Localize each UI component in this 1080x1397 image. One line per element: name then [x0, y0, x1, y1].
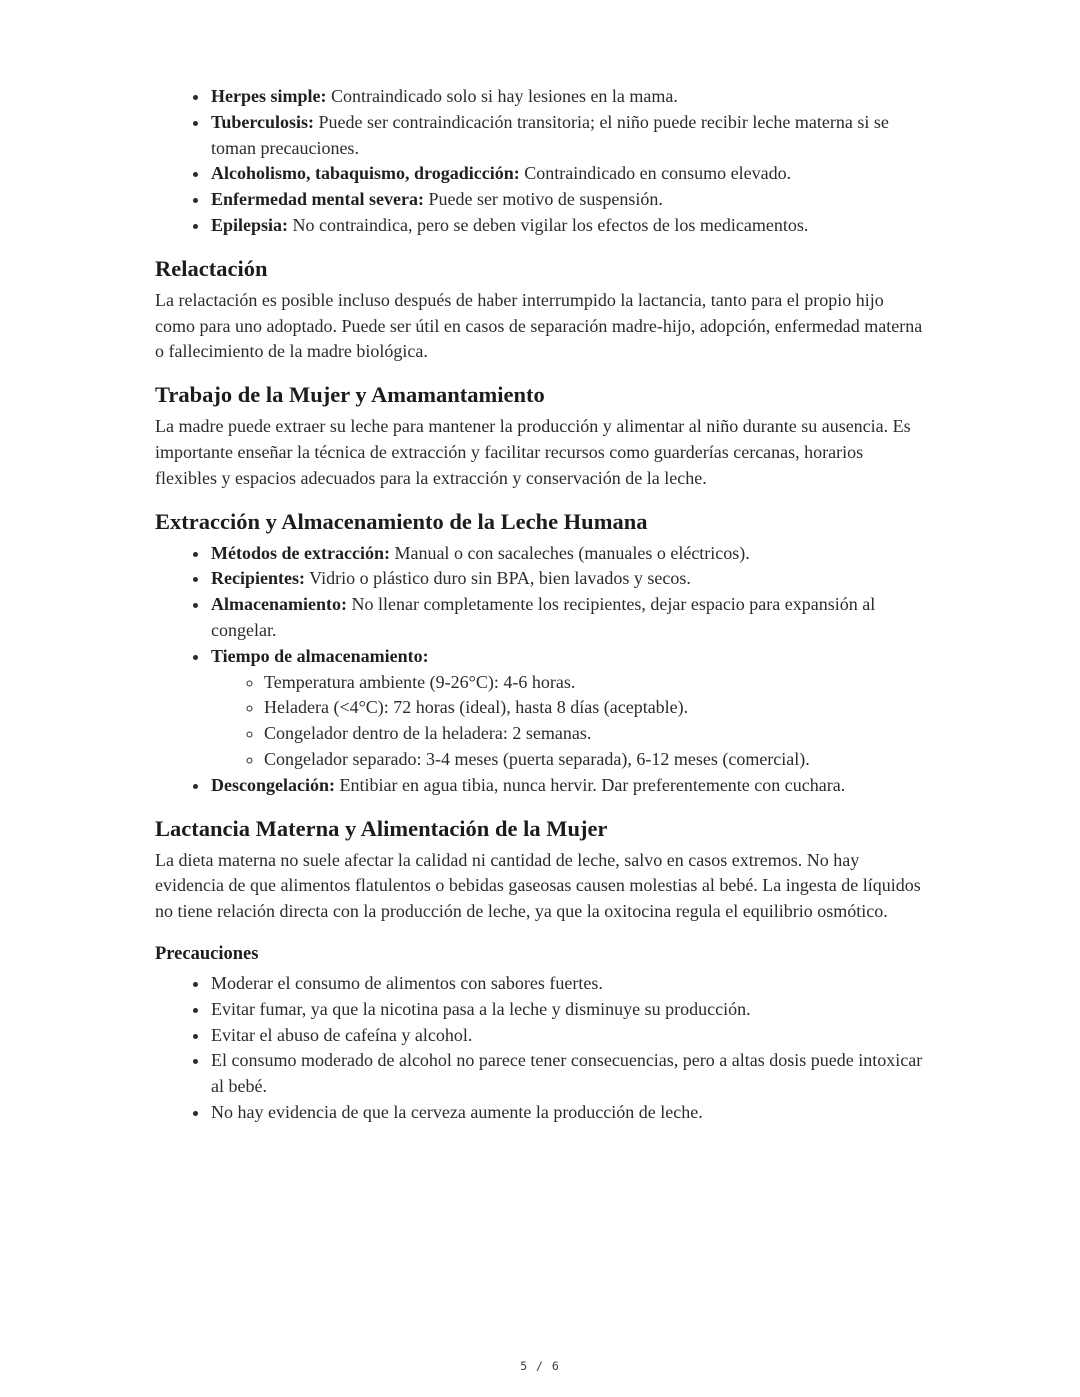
item-lead: Almacenamiento: [211, 594, 347, 615]
paragraph-relactacion: La relactación es posible incluso después de haber interrumpido la lactancia, tanto para el propio hijo como para uno adoptado. Puede ser útil en casos de separación madre-hijo, adopción, enfermedad materna o fallecimiento de la madre biológica. [155, 289, 923, 362]
list-item: • Evitar fumar, ya que la nicotina pasa a la leche y disminuye su producción. [210, 997, 927, 1023]
list-item [210, 161, 927, 187]
list-item: • Moderar el consumo de alimentos con sabores fuertes. [210, 971, 927, 997]
list-item [210, 592, 927, 644]
item-text: Vidrio o plástico duro sin BPA, bien lavados y secos. [304, 568, 691, 589]
document-content [155, 84, 927, 1126]
item-text: Puede ser contraindicación transitoria; el niño puede recibir leche materna si se toman precauciones. [211, 111, 889, 158]
item-lead: Enfermedad mental severa: [211, 189, 424, 210]
list-item [210, 566, 927, 592]
sub-list-item: ◦ Heladera (<4°C): 72 horas (ideal), hasta 8 días (aceptable). [264, 695, 927, 721]
list-item [210, 773, 927, 799]
item-lead: Descongelación: [211, 774, 335, 795]
item-text: Puede ser motivo de suspensión. [423, 189, 663, 210]
list-item: • El consumo moderado de alcohol no parece tener consecuencias, pero a altas dosis puede intoxicar al bebé. [210, 1048, 927, 1100]
list-item [210, 110, 927, 162]
item-lead: Alcoholismo, tabaquismo, drogadicción: [211, 163, 520, 184]
item-text: Contraindicado solo si hay lesiones en la mama. [326, 86, 678, 106]
list-item [210, 187, 927, 213]
item-lead: Métodos de extracción: [211, 542, 390, 563]
paragraph-alimentacion: La dieta materna no suele afectar la calidad ni cantidad de leche, salvo en casos extremos. No hay evidencia de que alimentos flatulentos o bebidas gaseosas causen molestias al bebé. La ingesta de líquidos no tiene relación directa con la producción de leche, ya que la oxitocina regula el equilibrio osmótico. [155, 849, 921, 922]
list-item [210, 644, 927, 773]
item-lead: Recipientes: [211, 568, 305, 589]
sub-list-item: ◦ Temperatura ambiente (9-26°C): 4-6 horas. [264, 670, 927, 696]
item-text: No contraindica, pero se deben vigilar los efectos de los medicamentos. [288, 214, 809, 235]
item-lead: Herpes simple: [211, 86, 327, 106]
list-item: • Evitar el abuso de cafeína y alcohol. [210, 1023, 927, 1049]
precauciones-list [155, 971, 927, 1126]
section-heading-trabajo: Trabajo de la Mujer y Amamantamiento [155, 382, 545, 408]
storage-time-sublist [211, 670, 927, 773]
item-lead: Tiempo de almacenamiento: [211, 645, 429, 666]
paragraph-trabajo: La madre puede extraer su leche para mantener la producción y alimentar al niño durante su ausencia. Es importante enseñar la técnica de extracción y facilitar recursos como guarderías cercanas, horarios flexibles y espacios adecuados para la extracción y conservación de la leche. [155, 416, 911, 488]
list-item: • No hay evidencia de que la cerveza aumente la producción de leche. [210, 1100, 927, 1126]
list-item [210, 84, 927, 110]
section-heading-relactacion: Relactación [155, 255, 268, 281]
section-heading-alimentacion: Lactancia Materna y Alimentación de la Mujer [155, 815, 608, 841]
item-text: Manual o con sacaleches (manuales o eléctricos). [389, 542, 750, 563]
item-text: Entibiar en agua tibia, nunca hervir. Dar preferentemente con cuchara. [334, 774, 846, 795]
sub-list-item: ◦ Congelador dentro de la heladera: 2 semanas. [264, 721, 927, 747]
item-text: Contraindicado en consumo elevado. [519, 163, 792, 184]
item-text: No llenar completamente los recipientes, dejar espacio para expansión al congelar. [211, 594, 876, 640]
page-number: 5 / 6 [520, 1359, 560, 1373]
extraccion-list [155, 541, 927, 799]
sub-list-item: ◦ Congelador separado: 3-4 meses (puerta separada), 6-12 meses (comercial). [264, 747, 927, 773]
list-item [210, 541, 927, 567]
subsection-heading-precauciones: Precauciones [155, 943, 259, 964]
section-heading-extraccion: Extracción y Almacenamiento de la Leche Humana [155, 508, 648, 534]
contraindications-list [155, 84, 927, 239]
item-lead: Epilepsia: [211, 214, 289, 235]
list-item [210, 213, 927, 239]
item-lead: Tuberculosis: [211, 111, 315, 132]
